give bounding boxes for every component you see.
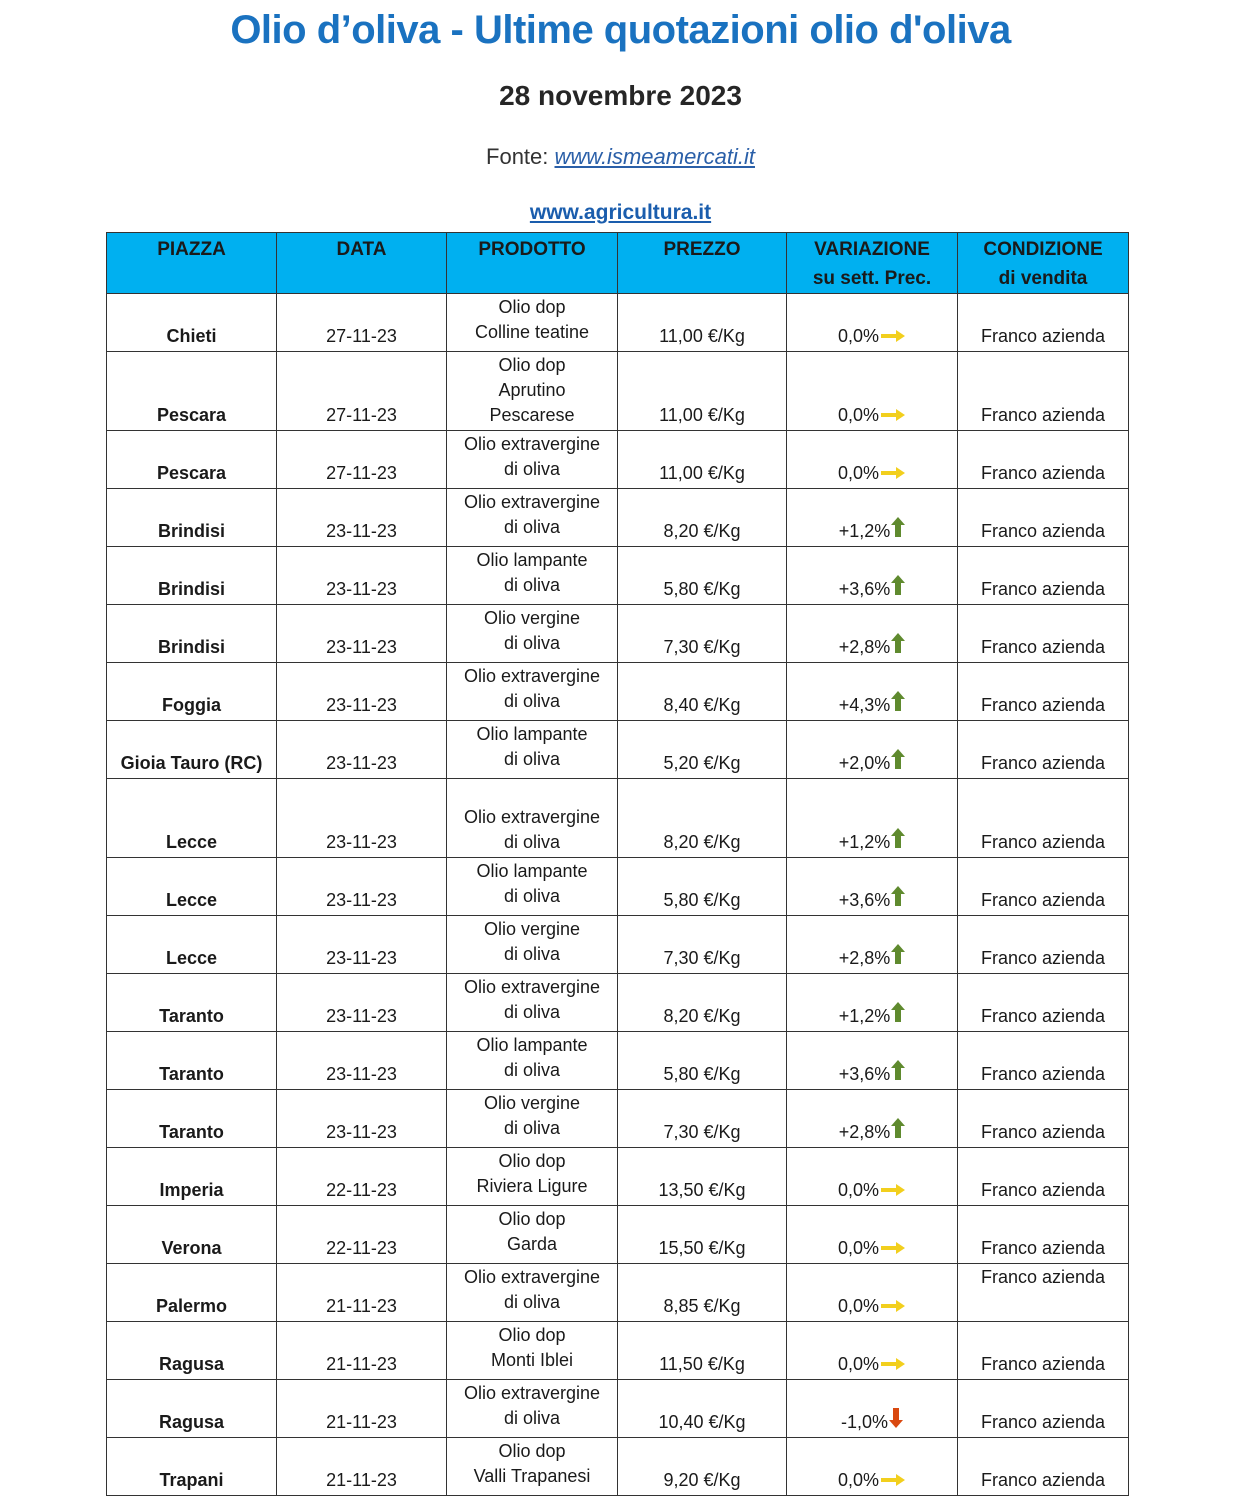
cell-data: 23-11-23 <box>277 974 447 1032</box>
product-line: di oliva <box>503 1292 561 1312</box>
product-line: Olio extravergine <box>463 1267 601 1287</box>
cell-prodotto <box>447 294 618 352</box>
cell-data: 27-11-23 <box>277 352 447 431</box>
product-line: Olio vergine <box>483 919 581 939</box>
cell-piazza: Gioia Tauro (RC) <box>107 721 277 779</box>
variazione-value: -1,0% <box>840 1412 889 1432</box>
table-row <box>107 1032 1129 1090</box>
cell-data: 21-11-23 <box>277 1438 447 1496</box>
site-link[interactable]: www.agricultura.it <box>529 201 712 224</box>
product-line: Olio extravergine <box>463 807 601 827</box>
cell-prodotto <box>447 663 618 721</box>
product-line: Olio lampante <box>476 1035 588 1055</box>
variazione-value: 0,0% <box>837 1470 880 1490</box>
table-row <box>107 489 1129 547</box>
cell-prodotto <box>447 1090 618 1148</box>
col-condizione <box>958 233 1129 294</box>
cell-piazza: Lecce <box>107 916 277 974</box>
source-link[interactable]: www.ismeamercati.it <box>554 144 755 169</box>
cell-variazione <box>787 547 958 605</box>
cell-piazza: Palermo <box>107 1264 277 1322</box>
cell-condizione: Franco azienda <box>958 1032 1129 1090</box>
variazione-value: 0,0% <box>837 326 880 346</box>
cell-condizione: Franco azienda <box>958 1322 1129 1380</box>
cell-piazza: Brindisi <box>107 489 277 547</box>
table-row <box>107 721 1129 779</box>
cell-piazza: Taranto <box>107 1032 277 1090</box>
up-arrow-icon <box>891 691 905 718</box>
cell-data: 22-11-23 <box>277 1148 447 1206</box>
table-row <box>107 663 1129 721</box>
product-line: Olio lampante <box>476 724 588 744</box>
cell-prezzo: 11,00 €/Kg <box>618 294 787 352</box>
cell-variazione <box>787 605 958 663</box>
table-row <box>107 974 1129 1032</box>
cell-piazza: Lecce <box>107 779 277 858</box>
col-prezzo: PREZZO <box>618 233 787 294</box>
cell-prodotto <box>447 1438 618 1496</box>
cell-variazione <box>787 489 958 547</box>
cell-data: 23-11-23 <box>277 721 447 779</box>
cell-prezzo: 8,40 €/Kg <box>618 663 787 721</box>
cell-data: 21-11-23 <box>277 1380 447 1438</box>
cell-piazza: Brindisi <box>107 605 277 663</box>
table-row <box>107 1206 1129 1264</box>
cell-condizione: Franco azienda <box>958 294 1129 352</box>
cell-prezzo: 5,80 €/Kg <box>618 1032 787 1090</box>
cell-condizione: Franco azienda <box>958 547 1129 605</box>
cell-prezzo: 11,50 €/Kg <box>618 1322 787 1380</box>
table-row <box>107 1090 1129 1148</box>
cell-variazione <box>787 1438 958 1496</box>
product-line: Riviera Ligure <box>476 1176 588 1196</box>
right-arrow-icon <box>880 324 906 349</box>
cell-prodotto <box>447 1380 618 1438</box>
product-line: Pescarese <box>489 405 575 425</box>
cell-condizione: Franco azienda <box>958 1090 1129 1148</box>
cell-prezzo: 9,20 €/Kg <box>618 1438 787 1496</box>
variazione-value: +3,6% <box>838 890 891 910</box>
cell-piazza: Pescara <box>107 352 277 431</box>
product-line: Olio extravergine <box>463 666 601 686</box>
variazione-value: +3,6% <box>838 1064 891 1084</box>
cell-variazione <box>787 1264 958 1322</box>
cell-prodotto <box>447 1206 618 1264</box>
cell-prodotto <box>447 779 618 858</box>
product-line: Garda <box>506 1234 558 1254</box>
cell-piazza: Verona <box>107 1206 277 1264</box>
variazione-value: +1,2% <box>838 521 891 541</box>
product-line: Olio dop <box>498 355 566 375</box>
right-arrow-icon <box>880 461 906 486</box>
cell-data: 23-11-23 <box>277 547 447 605</box>
cell-prezzo: 5,80 €/Kg <box>618 858 787 916</box>
product-line: Aprutino <box>498 380 566 400</box>
variazione-value: +4,3% <box>838 695 891 715</box>
cell-condizione: Franco azienda <box>958 1438 1129 1496</box>
cell-condizione: Franco azienda <box>958 1148 1129 1206</box>
cell-variazione <box>787 352 958 431</box>
cell-variazione <box>787 1380 958 1438</box>
cell-variazione <box>787 1148 958 1206</box>
cell-variazione <box>787 431 958 489</box>
product-line: di oliva <box>503 517 561 537</box>
cell-data: 21-11-23 <box>277 1264 447 1322</box>
cell-prezzo: 11,00 €/Kg <box>618 352 787 431</box>
cell-condizione: Franco azienda <box>958 1380 1129 1438</box>
cell-condizione: Franco azienda <box>958 1264 1129 1322</box>
cell-data: 23-11-23 <box>277 663 447 721</box>
product-line: di oliva <box>503 1118 561 1138</box>
table-row <box>107 352 1129 431</box>
table-row <box>107 1438 1129 1496</box>
table-row <box>107 605 1129 663</box>
product-line: Colline teatine <box>474 322 590 342</box>
product-line: Olio extravergine <box>463 977 601 997</box>
col-variazione-line2: su sett. Prec. <box>812 268 932 289</box>
product-line: di oliva <box>503 1002 561 1022</box>
product-line: Olio extravergine <box>463 1383 601 1403</box>
cell-condizione: Franco azienda <box>958 974 1129 1032</box>
table-row <box>107 431 1129 489</box>
right-arrow-icon <box>880 1236 906 1261</box>
variazione-value: +2,8% <box>838 948 891 968</box>
product-line: Olio vergine <box>483 608 581 628</box>
cell-prezzo: 7,30 €/Kg <box>618 916 787 974</box>
col-condizione-line2: di vendita <box>998 268 1088 289</box>
product-line: di oliva <box>503 575 561 595</box>
cell-prodotto <box>447 1032 618 1090</box>
up-arrow-icon <box>891 633 905 660</box>
cell-prodotto <box>447 916 618 974</box>
source-line <box>0 144 1241 170</box>
cell-condizione: Franco azienda <box>958 916 1129 974</box>
variazione-value: 0,0% <box>837 1180 880 1200</box>
cell-data: 23-11-23 <box>277 916 447 974</box>
cell-piazza: Chieti <box>107 294 277 352</box>
cell-variazione <box>787 1032 958 1090</box>
price-table <box>106 232 1129 1496</box>
product-line: di oliva <box>503 691 561 711</box>
product-line: di oliva <box>503 1408 561 1428</box>
product-line: Valli Trapanesi <box>473 1466 591 1486</box>
cell-prezzo: 8,20 €/Kg <box>618 489 787 547</box>
variazione-value: +1,2% <box>838 1006 891 1026</box>
up-arrow-icon <box>891 517 905 544</box>
cell-prodotto <box>447 605 618 663</box>
cell-piazza: Lecce <box>107 858 277 916</box>
product-line: Olio lampante <box>476 550 588 570</box>
cell-prodotto <box>447 489 618 547</box>
product-line: Olio extravergine <box>463 434 601 454</box>
product-line: di oliva <box>503 944 561 964</box>
cell-prodotto <box>447 431 618 489</box>
product-line: di oliva <box>503 832 561 852</box>
cell-piazza: Ragusa <box>107 1322 277 1380</box>
cell-prezzo: 8,20 €/Kg <box>618 974 787 1032</box>
table-row <box>107 779 1129 858</box>
table-row <box>107 547 1129 605</box>
col-piazza: PIAZZA <box>107 233 277 294</box>
cell-prodotto <box>447 721 618 779</box>
col-data: DATA <box>277 233 447 294</box>
cell-data: 23-11-23 <box>277 858 447 916</box>
col-condizione-line1: CONDIZIONE <box>983 239 1103 260</box>
col-variazione <box>787 233 958 294</box>
cell-data: 23-11-23 <box>277 489 447 547</box>
table-row <box>107 1322 1129 1380</box>
cell-data: 23-11-23 <box>277 1032 447 1090</box>
product-line: Olio dop <box>498 1441 566 1461</box>
source-label: Fonte: <box>486 144 555 169</box>
product-line: di oliva <box>503 749 561 769</box>
cell-variazione <box>787 1322 958 1380</box>
variazione-value: 0,0% <box>837 405 880 425</box>
report-date: 28 novembre 2023 <box>499 80 742 111</box>
cell-condizione: Franco azienda <box>958 1206 1129 1264</box>
product-line: Olio dop <box>498 1151 566 1171</box>
cell-prezzo: 7,30 €/Kg <box>618 1090 787 1148</box>
cell-data: 27-11-23 <box>277 431 447 489</box>
up-arrow-icon <box>891 1002 905 1029</box>
right-arrow-icon <box>880 1468 906 1493</box>
variazione-value: 0,0% <box>837 463 880 483</box>
cell-data: 23-11-23 <box>277 1090 447 1148</box>
cell-data: 27-11-23 <box>277 294 447 352</box>
up-arrow-icon <box>891 944 905 971</box>
cell-prodotto <box>447 974 618 1032</box>
table-row <box>107 858 1129 916</box>
product-line: di oliva <box>503 886 561 906</box>
down-arrow-icon <box>889 1408 903 1435</box>
variazione-value: 0,0% <box>837 1354 880 1374</box>
up-arrow-icon <box>891 828 905 855</box>
cell-piazza: Taranto <box>107 1090 277 1148</box>
cell-prezzo: 5,80 €/Kg <box>618 547 787 605</box>
cell-variazione <box>787 974 958 1032</box>
cell-variazione <box>787 721 958 779</box>
cell-variazione <box>787 663 958 721</box>
cell-variazione <box>787 779 958 858</box>
cell-data: 21-11-23 <box>277 1322 447 1380</box>
variazione-value: +2,0% <box>838 753 891 773</box>
product-line: di oliva <box>503 633 561 653</box>
table-row <box>107 916 1129 974</box>
cell-data: 23-11-23 <box>277 779 447 858</box>
cell-data: 22-11-23 <box>277 1206 447 1264</box>
cell-prezzo: 11,00 €/Kg <box>618 431 787 489</box>
up-arrow-icon <box>891 575 905 602</box>
product-line: Olio dop <box>498 1209 566 1229</box>
right-arrow-icon <box>880 1294 906 1319</box>
col-prodotto: PRODOTTO <box>447 233 618 294</box>
up-arrow-icon <box>891 749 905 776</box>
cell-variazione <box>787 858 958 916</box>
cell-prezzo: 7,30 €/Kg <box>618 605 787 663</box>
up-arrow-icon <box>891 1060 905 1087</box>
variazione-value: +3,6% <box>838 579 891 599</box>
cell-prodotto <box>447 1148 618 1206</box>
product-line: Olio extravergine <box>463 492 601 512</box>
cell-prezzo: 13,50 €/Kg <box>618 1148 787 1206</box>
right-arrow-icon <box>880 1352 906 1377</box>
cell-piazza: Trapani <box>107 1438 277 1496</box>
product-line: Olio lampante <box>476 861 588 881</box>
table-row <box>107 1264 1129 1322</box>
cell-prodotto <box>447 352 618 431</box>
cell-condizione: Franco azienda <box>958 352 1129 431</box>
table-row <box>107 1148 1129 1206</box>
cell-piazza: Foggia <box>107 663 277 721</box>
product-line: Olio dop <box>498 297 566 317</box>
cell-prodotto <box>447 1264 618 1322</box>
right-arrow-icon <box>880 403 906 428</box>
cell-piazza: Brindisi <box>107 547 277 605</box>
product-line: di oliva <box>503 459 561 479</box>
product-line: Olio dop <box>498 1325 566 1345</box>
cell-piazza: Taranto <box>107 974 277 1032</box>
cell-condizione: Franco azienda <box>958 431 1129 489</box>
site-line <box>0 201 1241 225</box>
cell-piazza: Ragusa <box>107 1380 277 1438</box>
cell-variazione <box>787 1206 958 1264</box>
variazione-value: +2,8% <box>838 637 891 657</box>
col-variazione-line1: VARIAZIONE <box>814 239 930 260</box>
cell-prodotto <box>447 1322 618 1380</box>
variazione-value: +2,8% <box>838 1122 891 1142</box>
cell-piazza: Imperia <box>107 1148 277 1206</box>
cell-condizione: Franco azienda <box>958 663 1129 721</box>
table-row <box>107 1380 1129 1438</box>
cell-prezzo: 5,20 €/Kg <box>618 721 787 779</box>
variazione-value: 0,0% <box>837 1238 880 1258</box>
cell-prodotto <box>447 547 618 605</box>
up-arrow-icon <box>891 886 905 913</box>
cell-condizione: Franco azienda <box>958 489 1129 547</box>
cell-variazione <box>787 294 958 352</box>
cell-prezzo: 10,40 €/Kg <box>618 1380 787 1438</box>
cell-prodotto <box>447 858 618 916</box>
cell-condizione: Franco azienda <box>958 605 1129 663</box>
cell-piazza: Pescara <box>107 431 277 489</box>
cell-condizione: Franco azienda <box>958 779 1129 858</box>
up-arrow-icon <box>891 1118 905 1145</box>
table-body <box>107 294 1129 1496</box>
cell-prezzo: 15,50 €/Kg <box>618 1206 787 1264</box>
cell-prezzo: 8,20 €/Kg <box>618 779 787 858</box>
page-title: Olio d’oliva - Ultime quotazioni olio d'oliva <box>230 8 1011 52</box>
product-line: Monti Iblei <box>490 1350 574 1370</box>
variazione-value: +1,2% <box>838 832 891 852</box>
cell-prezzo: 8,85 €/Kg <box>618 1264 787 1322</box>
cell-variazione <box>787 916 958 974</box>
cell-condizione: Franco azienda <box>958 858 1129 916</box>
cell-variazione <box>787 1090 958 1148</box>
cell-data: 23-11-23 <box>277 605 447 663</box>
variazione-value: 0,0% <box>837 1296 880 1316</box>
right-arrow-icon <box>880 1178 906 1203</box>
cell-condizione: Franco azienda <box>958 721 1129 779</box>
table-header-row <box>107 233 1129 294</box>
product-line: di oliva <box>503 1060 561 1080</box>
table-row <box>107 294 1129 352</box>
product-line: Olio vergine <box>483 1093 581 1113</box>
